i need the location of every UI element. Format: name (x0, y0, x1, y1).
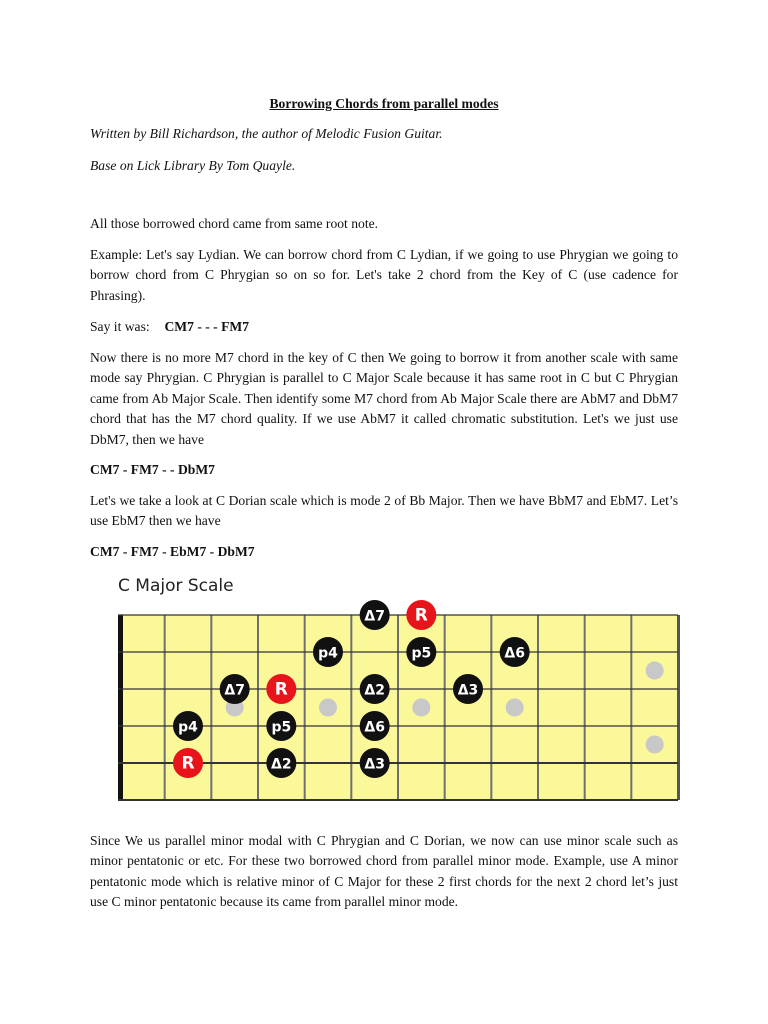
note-label: Δ6 (364, 719, 385, 736)
fret-marker-dot (646, 662, 664, 680)
scale-degree-marker (406, 637, 436, 667)
progression-2: CM7 - FM7 - - DbM7 (90, 462, 215, 477)
note-label: Δ3 (364, 756, 385, 773)
note-label: p4 (178, 719, 198, 736)
root-note-marker (406, 600, 436, 630)
note-label: p5 (411, 645, 432, 662)
scale-degree-marker (360, 748, 390, 778)
paragraph-phrygian: Now there is no more M7 chord in the key of C then We going to borrow it from another scale with same mode say Phrygian. C Phrygian is parallel to C Major Scale because it has same root in C but C Phrygian came from Ab Major Scale. Then identify some M7 chord from Ab Major Scale there are AbM7 and DbM7 chord that has the M7 chord quality. If we use AbM7 it called chromatic substitution. Let's we just use DbM7, then we have (90, 350, 678, 447)
note-label: p5 (271, 719, 292, 736)
progression-3: CM7 - FM7 - EbM7 - DbM7 (90, 544, 255, 559)
source-credit: Base on Lick Library By Tom Quayle. (90, 158, 296, 173)
scale-degree-marker (313, 637, 343, 667)
fretboard-end (677, 615, 680, 800)
say-label: Say it was: (90, 319, 150, 334)
note-label: R (414, 605, 428, 626)
scale-degree-marker (266, 748, 296, 778)
scale-degree-marker (453, 674, 483, 704)
note-label: p4 (318, 645, 338, 662)
note-label: R (181, 753, 195, 774)
root-note-marker (173, 748, 203, 778)
note-label: Δ7 (224, 682, 245, 699)
note-label: Δ2 (364, 682, 385, 699)
byline: Written by Bill Richardson, the author of Melodic Fusion Guitar. (90, 126, 443, 141)
paragraph-conclusion: Since We us parallel minor modal with C Phrygian and C Dorian, we now can use minor scale such as minor pentatonic or etc. For these two borrowed chord from parallel minor mode. Example, use A minor pentatonic mode which is relative minor of C Major for these 2 first chords for the next 2 chord let’s just use C minor pentatonic because its came from parallel minor mode. (90, 833, 678, 910)
scale-degree-marker (266, 711, 296, 741)
note-label: R (274, 679, 288, 700)
diagram-title: C Major Scale (118, 576, 234, 596)
fret-marker-dot (506, 699, 524, 717)
progression-1: CM7 - - - FM7 (164, 319, 250, 334)
note-label: Δ6 (504, 645, 525, 662)
scale-degree-marker (360, 600, 390, 630)
document-title: Borrowing Chords from parallel modes (269, 96, 499, 111)
nut (118, 615, 123, 800)
fret-marker-dot (412, 699, 430, 717)
scale-degree-marker (220, 674, 250, 704)
scale-degree-marker (500, 637, 530, 667)
paragraph-dorian: Let's we take a look at C Dorian scale which is mode 2 of Bb Major. Then we have BbM7 and EbM7. Let’s use EbM7 then we have (90, 493, 678, 529)
scale-degree-marker (360, 711, 390, 741)
note-label: Δ3 (457, 682, 479, 699)
root-note-marker (266, 674, 296, 704)
scale-degree-marker (173, 711, 203, 741)
fret-marker-dot (319, 699, 337, 717)
fret-marker-dot (646, 736, 664, 754)
paragraph-roots: All those borrowed chord came from same root note. (90, 216, 379, 231)
paragraph-example: Example: Let's say Lydian. We can borrow chord from C Lydian, if we going to use Phrygian we going to borrow chord from C Phrygian so on so for. Let's take 2 chord from the Key of C (use cadence for Phrasing). (90, 247, 678, 303)
note-label: Δ2 (271, 756, 292, 773)
scale-degree-marker (360, 674, 390, 704)
note-label: Δ7 (364, 608, 385, 625)
